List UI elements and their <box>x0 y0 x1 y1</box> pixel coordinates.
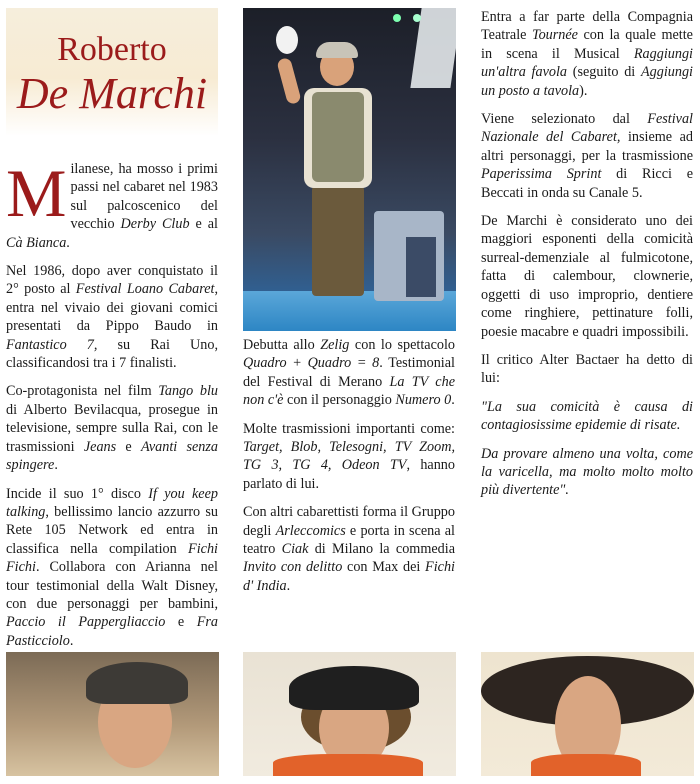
title-block <box>6 8 218 136</box>
article-column-1 <box>6 155 219 660</box>
drop-cap: M <box>6 155 67 231</box>
article-column-2 <box>243 336 455 605</box>
title-first-name: Roberto <box>57 31 167 68</box>
stage-performance-photo <box>243 8 456 331</box>
paragraph: Nel 1986, dopo aver conquistato il 2° posto al Festival Loano Cabaret, entra nel vivaio dei giovani comici presentati da Pippo Baudo in Fantastico 7, su Rai Uno, classificandosi tra i 7 finalisti. <box>6 263 218 372</box>
shirt <box>273 754 423 776</box>
paragraph: Milanese, ha mosso i primi passi nel cabaret nel 1983 sul palcoscenico del vecchio Derby Club e al Cà Bianca. <box>6 155 218 251</box>
critic-quote: Da provare almeno una volta, come la varicella, ma molto molto molto più divertente". <box>481 445 693 499</box>
toy-puppet <box>276 26 298 54</box>
equipment-case <box>406 237 436 297</box>
shirt <box>531 754 641 776</box>
paragraph: Viene selezionato dal Festival Nazionale del Cabaret, insieme ad altri personaggi, per la trasmissione Paperissima Sprint di Ricci e Beccati in onda su Canale 5. <box>481 111 693 201</box>
critic-quote: "La sua comicità è causa di contagiosissime epidemie di risate. <box>481 398 693 434</box>
portrait-photo-wild-hair <box>481 652 694 776</box>
paragraph: Incide il suo 1° disco If you keep talking, bellissimo lancio azzurro su Rete 105 Network ed entra in classifica nella compilation Fichi Fichi. Collabora con Arianna nel tour testimonial della Walt Disney, con due personaggi per bambini, Paccio il Pappergliaccio e Fra Pasticciolo. <box>6 485 218 649</box>
portrait-photo-smile <box>243 652 456 776</box>
paragraph: Debutta allo Zelig con lo spettacolo Quadro + Quadro = 8. Testimonial del Festival di Merano La TV che non c'è con il personaggio Numero 0. <box>243 337 456 409</box>
cap <box>289 666 419 710</box>
cap <box>86 662 188 704</box>
article-column-3 <box>481 8 693 510</box>
stage-light-icon <box>413 14 421 22</box>
paragraph: Molte trasmissioni importanti come: Target, Blob, Telesogni, TV Zoom, TG 3, TG 4, Odeon TV, hanno parlato di lui. <box>243 420 455 492</box>
portrait-photo-cap <box>6 652 219 776</box>
paragraph: Il critico Alter Bactaer ha detto di lui: <box>481 351 693 387</box>
paragraph: Co-protagonista nel film Tango blu di Alberto Bevilacqua, prosegue in televisione, sempre sulla Rai, con le trasmissioni Jeans e Avanti senza spingere. <box>6 383 219 474</box>
title-last-name: De Marchi <box>16 69 208 118</box>
paragraph: De Marchi è considerato uno dei maggiori esponenti della comicità surreal-demenziale al fulmicotone, fatta di calembour, clownerie, oggetti di uso improprio, dentiere come ringhiere, pettinature folli, poesie macabre e quadri impossibili. <box>481 213 693 340</box>
stage-light-icon <box>393 14 401 22</box>
performer-figure <box>298 48 378 308</box>
paragraph: Con altri cabarettisti forma il Gruppo degli Arleccomics e porta in scena al teatro Ciak di Milano la commedia Invito con delitto con Max dei Fichi d' India. <box>243 504 456 594</box>
paragraph: Entra a far parte della Compagnia Teatrale Tournée con la quale mette in scena il Musical Raggiungi un'altra favola (seguito di Aggiungi un posto a tavola). <box>481 9 693 99</box>
